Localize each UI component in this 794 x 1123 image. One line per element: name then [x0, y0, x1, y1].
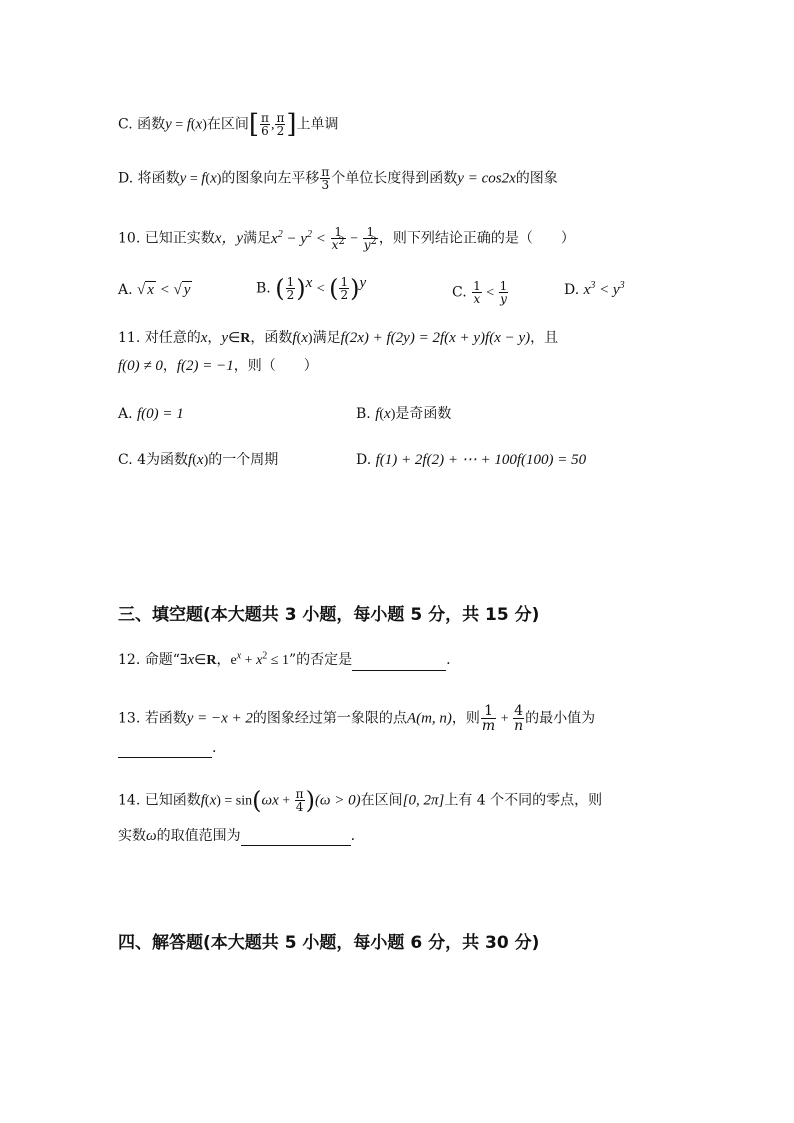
- option-label: D.: [356, 452, 372, 468]
- text: 若函数: [144, 710, 187, 727]
- text: 满足: [312, 330, 341, 346]
- option-label: D.: [564, 282, 580, 298]
- answer-blank[interactable]: [118, 743, 212, 758]
- inequality: $x^2 - y^2$ <: [271, 228, 330, 247]
- math-vars: x，y: [214, 230, 244, 247]
- functional-equation: f(2x) + f(2y) = 2f(x + y)f(x − y): [340, 330, 531, 346]
- q11-option-d: [356, 450, 586, 470]
- text: ”的否定是: [288, 652, 353, 668]
- option-label: B.: [356, 406, 371, 422]
- option-label: C.: [118, 116, 133, 133]
- text: ，则（ ）: [233, 358, 318, 374]
- q9-option-d: D. 将函数y = f(x)的图象向左平移 $\frac{\pi}{3}$ 个单位长度得到函数y = cos2x的图象: [118, 165, 558, 192]
- option-label: C.: [452, 284, 467, 301]
- fraction: $\frac{\pi}{6}$: [261, 111, 269, 138]
- q10-option-d: D. $x^3 < y^3$: [564, 280, 625, 298]
- condition: f(0) ≠ 0: [118, 358, 163, 374]
- option-label: D.: [118, 170, 134, 187]
- question-12: 12. 命题“∃x∈R，$e^x + x^2 \le 1$”的否定是 .: [118, 650, 451, 671]
- text: 的取值范围为: [156, 828, 241, 844]
- q9-option-c: C. 函数y = f(x)在区间[ $\frac{\pi}{6}$ , $\frac{\pi}{2}$ ]上单调: [118, 109, 339, 140]
- text: 满足: [243, 230, 272, 247]
- section-heading-solutions: 四、解答题(本大题共 5 小题，每小题 6 分，共 30 分): [118, 933, 540, 953]
- question-13-line-2: [118, 738, 216, 758]
- question-14: 14. 已知函数f(x) = sin(ωx + $\frac{\pi}{4}$ )(ω > 0)在区间[0, 2π]上有 4 个不同的零点，则: [118, 786, 603, 815]
- question-13: 13. 若函数y = −x + 2的图象经过第一象限的点A(m, n)，则 $\frac{1}{m}$ + $\frac{4}{n}$ 的最小值为: [118, 703, 596, 734]
- condition: f(2) = −1: [176, 358, 234, 374]
- text: .: [212, 740, 217, 756]
- text: 已知函数: [144, 792, 201, 809]
- question-number: 12.: [118, 652, 141, 668]
- text: 实数: [118, 828, 146, 844]
- fraction: $\frac{\pi}{2}$: [276, 111, 285, 138]
- question-10: 10. 已知正实数x，y满足$x^2 - y^2$ < $\frac{1}{x^2}$ − $\frac{1}{y^2}$ ，则下列结论正确的是（ ）: [118, 225, 575, 252]
- text: 上有 4 个不同的零点，则: [444, 792, 603, 809]
- text: ，则下列结论正确的是（ ）: [378, 230, 575, 247]
- text: .: [350, 828, 356, 844]
- section-heading-fill-in: 三、填空题(本大题共 3 小题，每小题 5 分，共 15 分): [118, 605, 540, 625]
- option-math: f(1) + 2f(2) + ⋯ + 100f(100) = 50: [375, 452, 587, 468]
- question-number: 10.: [118, 230, 141, 247]
- text: 函数: [137, 116, 166, 133]
- text: 的图象经过第一象限的点: [252, 710, 407, 727]
- text: 在区间: [360, 792, 403, 809]
- text: ，则: [451, 710, 480, 727]
- math-interval: [0, 2π]: [402, 792, 445, 809]
- text: 是奇函数: [395, 406, 452, 422]
- text: ，且: [530, 330, 559, 346]
- question-number: 11.: [118, 330, 141, 346]
- question-11-line-2: f(0) ≠ 0，f(2) = −1，则（ ）: [118, 358, 318, 374]
- text: 的图象向左平移: [221, 170, 320, 187]
- math-fn: y = −x + 2: [186, 710, 253, 727]
- q11-option-c: C. 4为函数f(x)的一个周期: [118, 452, 279, 468]
- text: 的一个周期: [208, 452, 279, 468]
- option-math: f(0) = 1: [137, 406, 184, 422]
- q10-option-c: C. $\frac{1}{x}$ < $\frac{1}{y}$: [452, 279, 508, 306]
- text: 对任意的: [144, 330, 201, 346]
- text: .: [446, 652, 451, 668]
- q11-option-a: [118, 404, 184, 424]
- question-11-line-1: 11. 对任意的x，y∈R，函数f(x)满足f(2x) + f(2y) = 2f(x + y)f(x − y)，且: [118, 330, 559, 346]
- q10-option-a: A. √ x < √ y: [118, 282, 191, 298]
- text: 在区间: [206, 116, 249, 133]
- math-point: A(m, n): [406, 710, 452, 727]
- text: 的最小值为: [525, 710, 596, 727]
- condition: (ω > 0): [314, 792, 361, 809]
- math-fn: y: [165, 116, 172, 133]
- text: 上单调: [296, 116, 339, 133]
- option-label: C.: [118, 452, 133, 468]
- option-label: B.: [256, 280, 271, 297]
- question-14-line-2: 实数ω的取值范围为 .: [118, 828, 356, 844]
- q11-option-b: B. f(x)是奇函数: [356, 406, 452, 422]
- option-label: A.: [118, 282, 133, 298]
- question-number: 14.: [118, 792, 141, 809]
- text: 已知正实数: [144, 230, 215, 247]
- text: 的图象: [515, 170, 558, 187]
- text: 将函数: [137, 170, 180, 187]
- question-number: 13.: [118, 710, 141, 727]
- answer-blank[interactable]: [352, 656, 446, 671]
- text: 4为函数: [137, 452, 189, 468]
- text: ，函数: [250, 330, 293, 346]
- fraction: $\frac{\pi}{3}$: [321, 165, 330, 192]
- q10-option-b: B. ( $\frac{1}{2}$ )$^x$ < ( $\frac{1}{2}$ )$^y$: [256, 274, 367, 303]
- answer-blank[interactable]: [241, 831, 351, 846]
- text: 命题“∃: [144, 652, 188, 668]
- text: 个单位长度得到函数: [331, 170, 458, 187]
- option-label: A.: [118, 406, 133, 422]
- math-fn: y = cos2x: [457, 170, 516, 187]
